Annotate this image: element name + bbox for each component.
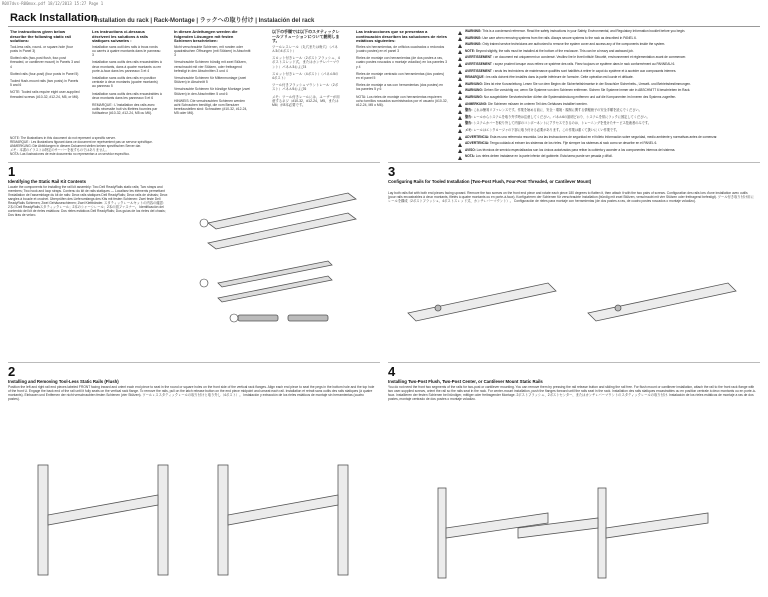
warning-text: Los técnicos de servicio especializados son los únicos autorizados para retirar la cubierta y acceder a los componentes internos del sistema. — [476, 147, 676, 152]
intro-line: ツールレスレール（丸穴または角穴）（パネル3の4ポスト） — [272, 44, 338, 53]
warning-text: Use care when removing systems from the rails. Always secure systems to the rack as described in PANEL 6. — [482, 35, 637, 40]
panel-number: 1 — [8, 164, 16, 179]
intro-line: Slotted rails (four-post) (four posts in Panel 5) — [10, 71, 79, 76]
intro-line: Tool-less rails, round- or square-hole (four posts in Panel 3) — [10, 44, 73, 53]
intro-line: Nicht verschraubte Schienen, mit runden oder quadratischen Öffnungen (mit Stützen) in Abschnitt 3 — [174, 44, 251, 58]
warning-text: Tenga cuidado al extraer los sistemas de los rieles. Fije siempre los sistemas al rack como se describe en el PANEL 6. — [489, 141, 658, 146]
intro-line: Installation sans outils des rails en position centrale à deux montants (quatre montants) au panneau 5 — [92, 76, 158, 89]
warning-icon — [458, 143, 462, 147]
intro-line: NOTA: Los rieles de montaje con herramientas requieren ocho tornillos roscados suministrados por el usuario (#10-32, #12-24, M5 o M6). — [356, 94, 448, 108]
warning-icon — [458, 83, 462, 87]
warning-label: 警告: — [465, 121, 473, 126]
warning-icon — [458, 37, 462, 41]
print-metadata: R0X7dvs-R00mxx.pdf 18/12/2013 15:27 Page 1 — [2, 1, 104, 6]
warning-label: NOTE: — [465, 48, 475, 53]
panel-title: Identifying the Static Rail Kit Contents — [8, 179, 87, 184]
illustration-notes — [10, 136, 380, 156]
panel-number: 3 — [388, 164, 396, 179]
warning-label: WARNING: — [465, 35, 482, 40]
intro-line: Installation sans outils des rails encastrables à deux montants dans les panneaux 5 et 6 — [92, 91, 162, 100]
warning-icon — [458, 77, 462, 81]
warning-icon — [458, 156, 462, 160]
warning-text: soyez prudent lorsque vous retirez ce système des rails. Fixez toujours ce système dans le rack conformément au PANNEAU 6. — [494, 61, 676, 66]
intro-line: スロット付きレール（4ポスト）（パネル5の4ポスト） — [272, 71, 339, 80]
warning-text: Esta es una referencia resumida. Lea las instrucciones de seguridad en el folleto Información sobre seguridad, medio ambiente y normativas antes de comenzar. — [489, 134, 718, 139]
panel-number: 2 — [8, 364, 16, 379]
intro-column-de — [174, 30, 252, 119]
warning-text: Gehen Sie vorsichtig vor, wenn Sie Systeme von den Schienen entfernen. Sichern Sie Systeme immer wie in ABSCHNITT 6 beschrieben im Rack. — [483, 88, 691, 93]
intro-line: メモ：ツール付きレールには、ユーザーが用意するネジ（#10-32、#12-24、M5、またはM6）が8本必要です。 — [272, 94, 340, 108]
note-line: REMARQUE : Les illustrations figurant dans ce document ne représentent pas un serveur spécifique. — [10, 140, 153, 144]
warning-icon — [458, 103, 462, 107]
warning-icon — [458, 110, 462, 114]
warning-label: ADVERTENCIA: — [465, 134, 490, 139]
intro-line: Slotted rails (two-post flush, four-post threaded, or cantilever mount) in Panels 3 and 4 — [10, 56, 80, 69]
intro-line: Verschraubte Schienen bündig mit zwei Stützen, verschraubt mit vier Stützen, oder freitragend befestigt in den Abschnitten 3 und 4 — [174, 60, 247, 73]
warning-label: AVERTISSEMENT : — [465, 55, 494, 60]
warning-text: les rails doivent être installés dans la partie inférieure de l'armoire. Cette opération est lourde et délicate. — [486, 75, 634, 80]
warning-text: Los rieles deben instalarse en la parte inferior del gabinete. Esta tarea puede ser pesada y difícil. — [475, 154, 613, 159]
warning-text: This is a condensed reference. Read the safety instructions in your Safety, Environmental, and Regulatory Information booklet before you begin. — [482, 29, 686, 33]
panel-body: Position the left and right rail end pieces labeled FRONT facing inward and orient each end piece to seat in the round or square holes on the front side of the vertical rack flanges. Align each end piece to seat the pegs in the bottom hole and the top hole of the front U. Engage the back end of the rail until it fully seats on the vertical rack flange. To remove the rails, pull on the latch release button on the end piece midpoint and unseat each rail. Installation et retrait sans outils des rails statiques (à quatre montants). Einbauen und Entfernen der nicht verschraubten festen Schienen (vier Stützen). ツールレススタティックレールの取り付けと取り外し（4ポスト）。 Instalación y extracción de los rieles estáticos de montaje sin herramientas (cuatro postes). — [8, 385, 375, 401]
configure-rails-illustration — [398, 253, 748, 353]
intro-heading: Les instructions ci-dessous décrivent les solutions à rails statiques suivantes : — [92, 29, 149, 44]
intro-line: Rieles sin herramientas, de orificios cuadrados o redondos (cuatro postes) en el panel 3 — [356, 44, 445, 53]
warning-label: WARNING: — [465, 42, 482, 47]
intro-line: Verschraubte Schienen für Mittenmontage (zwei Stützen) in Abschnitt 5 — [174, 76, 247, 85]
warning-text: Nur ausgebildete Servicetechniker dürfen die Systemabdeckung entfernen und auf die Komponenten im Inneren des Systems zugreifen. — [483, 94, 677, 99]
intro-column-ja — [272, 30, 340, 110]
intro-line: Verschraubte Schienen für bündige Montage (zwei Stützen) in den Abschnitten 5 und 6 — [174, 87, 250, 96]
intro-heading: The instructions given below describe the following static rail solutions: — [10, 29, 71, 44]
panel-1 — [8, 162, 380, 361]
note-line: NOTA: Las ilustraciones de este documento no representan a un servidor específico. — [10, 152, 130, 156]
warning-label: ANMERKUNG: — [465, 101, 488, 106]
warning-text: Beyond slightly, the rails must be installed at the bottom of the enclosure. This can be a heavy and awkward job. — [475, 48, 634, 53]
warning-icon — [458, 70, 462, 74]
note-line: ANMERKUNG: Die Abbildungen in diesem Dokument stellen keinen spezifischen Server dar. — [10, 144, 141, 148]
warning-text: レールはエンクロージャの下部に取り付ける必要があります。この作業は重くて扱いにくい作業です。 — [473, 127, 620, 132]
warning-icon — [458, 96, 462, 100]
page-subtitle: Installation du rack | Rack-Montage | ラックへの取り付け | Instalación del rack — [94, 18, 315, 24]
warning-label: 警告: — [465, 108, 473, 113]
warning-label: WARNUNG: — [465, 94, 483, 99]
intro-line: スロット付きレール（2ポストフラッシュ、4ポストスレッド式、またはカンチレバーマウント）パネル3および4 — [272, 56, 340, 69]
panel-3 — [388, 162, 760, 361]
intro-column-en — [10, 30, 80, 102]
panel-body: Lay both rails flat with both end pieces facing upward. Remove the two screws on the front end piece and rotate each piece 180 degrees to flatten it, then attach it with the two pairs of screws. Configuration des rails lors d'une installation avec outils (pour rails encastrables à deux montants, filetés à quatre montants ou en porte-à-faux). Konfigurieren der Schienen für verschraubte Installation (bündig mit zwei Stützen, verschraubt mit vier Stützen oder freitragend befestigt). ツール付き取り付け用にレールを構成（2ポストフラッシュ、4ポストスレッド式、カンチレバーマウント）。 Configuración de rieles para montaje con herramientas (de dos postes a ras, de cuatro postes roscados o montaje voladizo). — [388, 191, 754, 203]
warnings-list — [458, 30, 758, 162]
warning-text: レールからシステムを取り外す時は注意してください。パネル6の説明どおり、システムを常にラックに固定してください。 — [473, 114, 650, 119]
intro-line: Rieles de montaje a ras con herramientas (dos postes) en los paneles 5 y 6 — [356, 83, 444, 92]
warning-icon — [458, 129, 462, 133]
warning-label: メモ: — [465, 127, 473, 132]
note-line: NOTE: The illustrations in this document do not represent a specific server. — [10, 136, 116, 140]
warning-text: Die Schienen müssen im unteren Teil des Gehäuses installiert werden. — [488, 101, 588, 106]
tool-less-install-illustration — [18, 455, 368, 585]
intro-line: Rieles de montaje con herramientas (de dos postes a ras, cuatro postes roscados o montaje voladizo) en los paneles 3 y 4 — [356, 56, 448, 69]
panel-title: Installing and Removing Tool-Less Static Rails (Flush) — [8, 379, 119, 384]
intro-line: Rieles de montaje centrado con herramientas (dos postes) en el panel 5 — [356, 71, 445, 80]
warning-icon — [458, 90, 462, 94]
panel-4 — [388, 362, 760, 593]
warning-label: AVERTISSEMENT : — [465, 68, 494, 73]
panel-title: Installing Two-Post Flush, Two-Post Center, or Cantilever Mount Static Rails — [388, 379, 543, 384]
warning-icon — [458, 116, 462, 120]
warning-text: ce document est uniquement un condensé. Veuillez lire le livret intitulé Sécurité, environnement et réglementation avant de commencer. — [494, 55, 687, 60]
warning-label: ADVERTENCIA: — [465, 141, 490, 146]
warning-icon — [458, 57, 462, 61]
panel-number: 4 — [388, 364, 396, 379]
warning-icon — [458, 44, 462, 48]
intro-line: REMARQUE : L'installation des rails avec outils nécessite huit vis filetées fournies par l'utilisateur (#10-32, #12-24, M5 ou M6). — [92, 103, 158, 116]
two-post-install-illustration — [398, 483, 748, 583]
intro-line: Tooled flush-mount rails (two posts) in Panels 5 and 6 — [10, 79, 79, 88]
intro-line: Installation sans outil des rails à trous ronds ou carrés à quatre montants dans le panneau 3 — [92, 44, 161, 58]
intro-line: Installation sans outils des rails encastrables à deux montants, dans à quatre montants ou en porte-à-faux dans les panneaux 3 et 4 — [92, 60, 162, 73]
warning-icon — [458, 31, 462, 35]
intro-line: HINWEIS: Die verschraubten Schienen werden acht Schrauben benötigt, die vom Benutzer bereitzustellen sind: Schrauben (#10-32, #12-24, M5 oder M6). — [174, 98, 248, 116]
warning-icon — [458, 136, 462, 140]
warning-icon — [458, 50, 462, 54]
intro-line: ツール付きフラッシュマウントレール（2ポスト）パネル5および6 — [272, 83, 339, 92]
intro-column-es — [356, 30, 448, 110]
warning-text: Dies ist eine Kurzanleitung. Lesen Sie vor dem Beginn die Sicherheitshinweise in der Broschüre Sicherheits-, Umwelt- und Betriebsbestimmungen. — [483, 81, 691, 86]
panel-title: Configuring Rails for Tooled Installation (Two-Post Flush, Four-Post Threaded, or Cantilever Mount) — [388, 179, 592, 184]
warning-icon — [458, 123, 462, 127]
note-line: メモ：本書のイラストは特定のサーバーを表すものではありません。 — [10, 148, 109, 152]
intro-heading: Las instrucciones que se presentan a continuación describen las soluciones de rieles estáticos siguientes: — [356, 29, 447, 44]
warning-text: システムカバーを取り外して内部のコンポーネントにアクセスできるのは、トレーニングを受けたサービス技術者のみです。 — [473, 121, 651, 126]
warning-label: WARNUNG: — [465, 88, 483, 93]
warning-label: WARNING: — [465, 29, 482, 33]
panel-2 — [8, 362, 380, 593]
panel-body: Locate the components for installing the rail kit assembly: Two Dell ReadyRails static rails; Two straps and members; Two hook and loop straps. Contenu du kit de rails statiques — Localisez les éléments permettant l'installation de l'assemblage du kit de rails: Deux rails statiques Dell ReadyRails; Deux rails de châssis; Deux sangles à boucle et crochet. Überprüfen des Lieferumfangs des Kits mit festen Schienen: Zwei feste Dell ReadyRails Schienen; Zwei Gehäuseschienen; Zwei Klettbänder. スタティックレールキットの内容の確認：2本のDell ReadyRailsスタティックレール；2本のシャーシレール；2本の面ファスナー。 Identificación del contenido del kit de rieles estáticos: Dos rieles estáticos Dell ReadyRails; Dos guías de los rieles del chasis; Dos tiras de velcro. — [8, 185, 168, 217]
warning-label: AVERTISSEMENT : — [465, 61, 494, 66]
warning-text: これは簡易リファレンスです。作業を始める前に、安全・環境・規制に関する情報冊子の安全手順を読んでください。 — [473, 108, 642, 113]
warning-label: REMARQUE : — [465, 75, 486, 80]
warning-row — [458, 155, 758, 161]
warning-label: NOTA: — [465, 154, 475, 159]
intro-line: NOTE: Tooled rails require eight user-supplied threaded screws (#10-32, #12-24, M5, or M6). — [10, 90, 80, 99]
page-header — [8, 10, 760, 27]
warning-label: 警告: — [465, 114, 473, 119]
panel-body: You do not need the front two segments of the rails for two-post or cantilever mounting. You can remove them by pressing the rail release button and sliding the rail free. For flush mount or cantilever installation, attach the rail to the front rack flange with two user-supplied screws, orient the rail so the rails seat in the rack. For center-mount installation, push the flanges forward until the rails seat in the rack. Installation des rails statiques encastrables ou en position centrale à deux montants ou en porte-à-faux. Installieren der festen Schienen bei bündiger, mittiger oder freitragender Montage. 2ポストフラッシュ、2ポストセンター、またはカンチレバーマウントのスタティックレールの取り付け. Instalación de los rieles estáticos de montaje a ras de dos postes, montaje centrado de dos postes o montaje voladizo. — [388, 385, 756, 401]
rail-kit-illustration — [198, 183, 368, 343]
warning-icon — [458, 149, 462, 153]
warning-label: AVISO: — [465, 147, 476, 152]
intro-heading: 以下の手順では以下のスタティックレールソリューションについて説明します。 — [272, 29, 340, 44]
warning-icon — [458, 63, 462, 67]
warning-label: WARNUNG: — [465, 81, 483, 86]
warning-text: seuls les techniciens de maintenance qualifiés sont habilités à retirer le capot du système et à accéder aux composants internes. — [494, 68, 677, 73]
intro-column-fr — [92, 30, 162, 119]
page-title: Rack Installation — [10, 12, 98, 24]
intro-heading: In diesen Anleitungen werden die folgenden Lösungen mit festen Schienen beschrieben: — [174, 29, 238, 44]
warning-text: Only trained service technicians are authorized to remove the system cover and access any of the components inside the system. — [482, 42, 666, 47]
